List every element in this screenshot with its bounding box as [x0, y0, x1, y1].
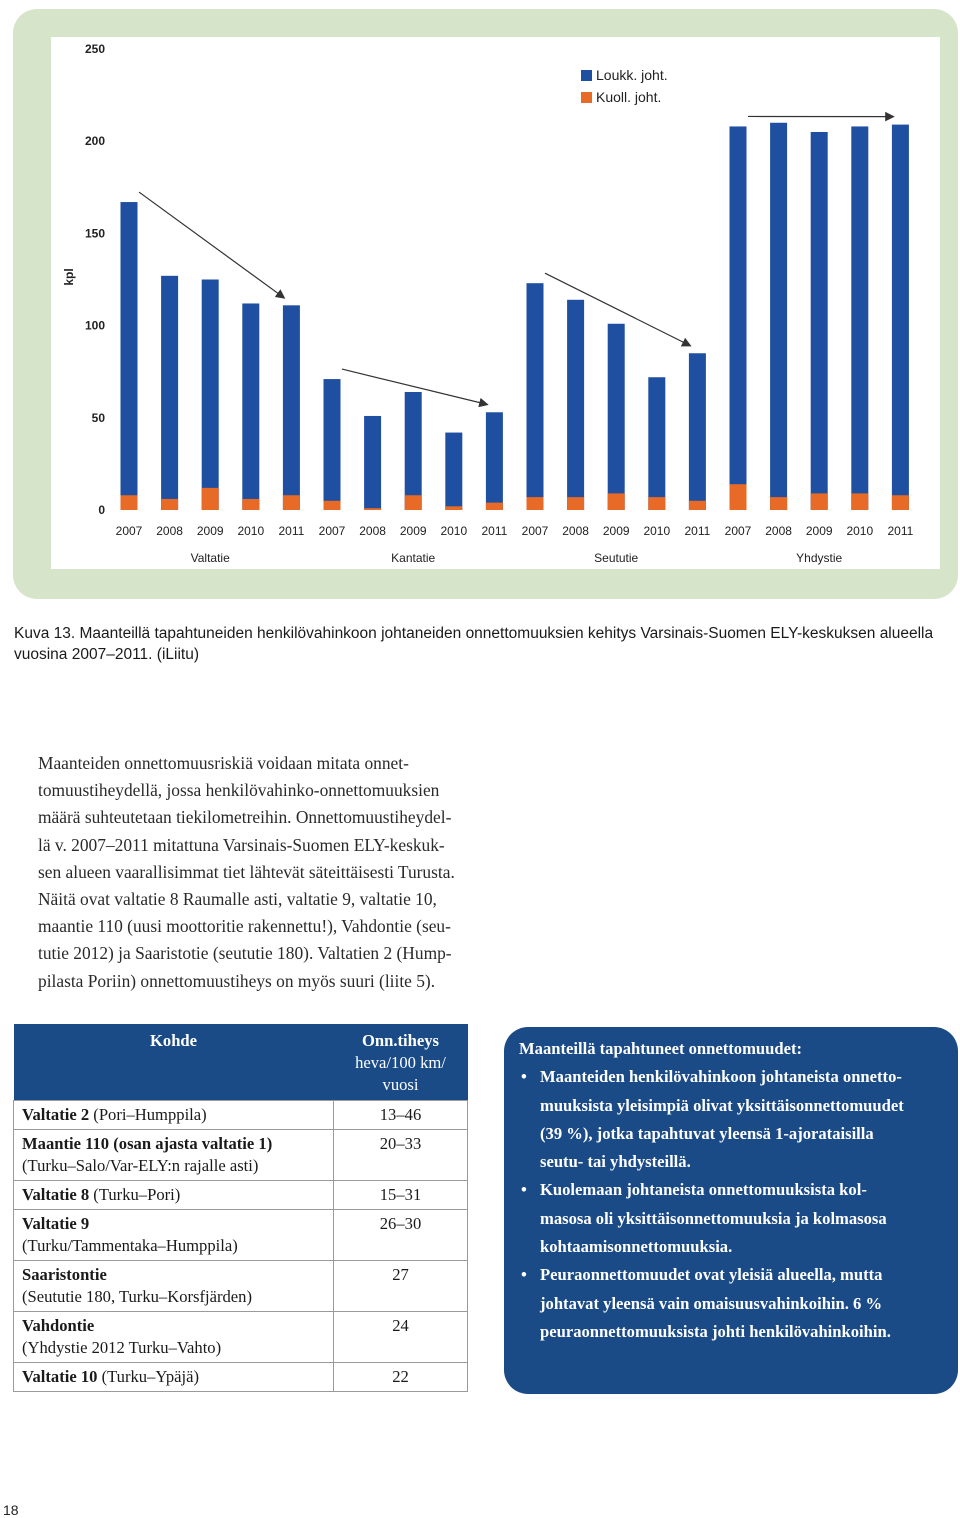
density-value: 13–46	[334, 1101, 468, 1130]
table-row	[14, 1181, 468, 1210]
bar-loukk	[324, 379, 341, 510]
page-number: 18	[3, 1502, 19, 1518]
group-label: Valtatie	[191, 551, 230, 565]
bar-loukk	[283, 305, 300, 510]
road-detail: (Turku–Salo/Var-ELY:n rajalle asti)	[22, 1156, 258, 1175]
y-axis-label: kpl	[62, 268, 76, 285]
body-line: maantie 110 (uusi moottoritie rakennettu!), Vahdontie (seu-	[38, 913, 470, 940]
legend-swatch	[581, 92, 592, 103]
legend-swatch	[581, 70, 592, 81]
bar-kuoll	[770, 497, 787, 510]
info-box-title: Maanteillä tapahtuneet onnettomuudet:	[519, 1035, 946, 1063]
bar-loukk	[202, 280, 219, 511]
road-name: Valtatie 2	[22, 1105, 89, 1124]
road-detail: (Turku/Tammentaka–Humppila)	[22, 1236, 238, 1255]
target-cell	[14, 1363, 334, 1392]
bar-loukk	[811, 132, 828, 510]
x-tick-label: 2010	[440, 524, 467, 538]
info-bullet-line: muuksista yleisimpiä olivat yksittäisonnettomuudet	[540, 1096, 904, 1115]
bar-loukk	[445, 433, 462, 510]
density-value: 27	[334, 1261, 468, 1312]
info-bullet	[519, 1261, 946, 1346]
density-value: 26–30	[334, 1210, 468, 1261]
figure-caption: Kuva 13. Maanteillä tapahtuneiden henkilövahinkoon johtaneiden onnettomuuksien kehitys Varsinais-Suomen ELY-keskuksen alueella vuosina 2007–2011. (iLiitu)	[14, 623, 949, 665]
table-row	[14, 1261, 468, 1312]
bar-kuoll	[648, 497, 665, 510]
road-name: Valtatie 8	[22, 1185, 89, 1204]
info-bullet-line: kohtaamisonnettomuuksia.	[540, 1237, 732, 1256]
x-tick-label: 2007	[522, 524, 549, 538]
bar-kuoll	[527, 497, 544, 510]
bar-loukk	[648, 377, 665, 510]
x-tick-label: 2011	[481, 524, 507, 538]
target-cell	[14, 1261, 334, 1312]
bar-loukk	[892, 125, 909, 510]
road-name: Vahdontie	[22, 1316, 94, 1335]
density-value: 20–33	[334, 1130, 468, 1181]
body-paragraph	[38, 750, 470, 995]
column-header-density	[334, 1024, 468, 1101]
body-line: lä v. 2007–2011 mitattuna Varsinais-Suomen ELY-keskuk-	[38, 832, 470, 859]
y-tick-label: 250	[85, 42, 105, 56]
bar-loukk	[242, 303, 259, 510]
bar-loukk	[567, 300, 584, 510]
bar-chart	[51, 37, 940, 569]
y-tick-label: 150	[85, 226, 105, 240]
body-line: Näitä ovat valtatie 8 Raumalle asti, valtatie 9, valtatie 10,	[38, 886, 470, 913]
density-header-title: Onn.tiheys	[362, 1031, 439, 1050]
road-detail: (Seututie 180, Turku–Korsfjärden)	[22, 1287, 252, 1306]
x-tick-label: 2011	[684, 524, 710, 538]
bar-kuoll	[121, 495, 138, 510]
bar-kuoll	[405, 495, 422, 510]
body-line: pilasta Poriin) onnettomuustiheys on myös suuri (liite 5).	[38, 968, 470, 995]
bar-loukk	[730, 126, 747, 510]
bar-kuoll	[851, 493, 868, 510]
table-row	[14, 1130, 468, 1181]
info-bullet-line: Peuraonnettomuudet ovat yleisiä alueella, mutta	[540, 1265, 882, 1284]
road-detail: (Pori–Humppila)	[93, 1105, 206, 1124]
group-label: Kantatie	[391, 551, 435, 565]
bar-kuoll	[283, 495, 300, 510]
body-line: tutie 2012) ja Saaristotie (seututie 180). Valtatien 2 (Hump-	[38, 940, 470, 967]
chart-panel	[51, 37, 940, 569]
group-label: Seututie	[594, 551, 638, 565]
road-name: Saaristontie	[22, 1265, 107, 1284]
bar-loukk	[405, 392, 422, 510]
x-tick-label: 2007	[116, 524, 143, 538]
bar-loukk	[851, 126, 868, 510]
table-row	[14, 1210, 468, 1261]
info-bullet	[519, 1176, 946, 1261]
bar-kuoll	[811, 493, 828, 510]
bar-loukk	[486, 412, 503, 510]
road-name: Maantie 110 (osan ajasta valtatie 1)	[22, 1134, 272, 1153]
bar-loukk	[608, 324, 625, 510]
road-detail: (Turku–Pori)	[93, 1185, 180, 1204]
x-tick-label: 2011	[887, 524, 913, 538]
bar-loukk	[161, 276, 178, 510]
bar-kuoll	[242, 499, 259, 510]
bar-kuoll	[202, 488, 219, 510]
body-line: sen alueen vaarallisimmat tiet lähtevät säteittäisesti Turusta.	[38, 859, 470, 886]
legend-label: Loukk. joht.	[596, 67, 668, 83]
bar-kuoll	[364, 508, 381, 510]
info-bullet	[519, 1063, 946, 1176]
bar-loukk	[364, 416, 381, 510]
bar-loukk	[770, 123, 787, 510]
x-tick-label: 2010	[237, 524, 264, 538]
bar-kuoll	[689, 501, 706, 510]
body-line: määrä suhteutetaan tiekilometreihin. Onnettomuustiheydel-	[38, 804, 470, 831]
road-detail: (Turku–Ypäjä)	[102, 1367, 199, 1386]
road-detail: (Yhdystie 2012 Turku–Vahto)	[22, 1338, 221, 1357]
column-header-target: Kohde	[14, 1024, 334, 1101]
info-box	[504, 1027, 958, 1394]
x-tick-label: 2011	[278, 524, 304, 538]
x-tick-label: 2007	[725, 524, 752, 538]
body-line: Maanteiden onnettomuusriskiä voidaan mitata onnet-	[38, 750, 470, 777]
info-bullet-line: masosa oli yksittäisonnettomuuksia ja kolmasosa	[540, 1209, 887, 1228]
bar-kuoll	[486, 503, 503, 510]
bar-loukk	[689, 353, 706, 510]
info-bullet-line: Kuolemaan johtaneista onnettomuuksista kol-	[540, 1180, 867, 1199]
body-line: tomuustiheydellä, jossa henkilövahinko-onnettomuuksien	[38, 777, 470, 804]
bar-kuoll	[445, 506, 462, 510]
info-bullet-line: seutu- tai yhdysteillä.	[540, 1152, 691, 1171]
x-tick-label: 2010	[846, 524, 873, 538]
x-tick-label: 2008	[359, 524, 386, 538]
x-tick-label: 2009	[806, 524, 833, 538]
bar-loukk	[121, 202, 138, 510]
x-tick-label: 2009	[603, 524, 630, 538]
info-box-list	[519, 1063, 946, 1346]
target-cell	[14, 1101, 334, 1130]
figure-frame	[13, 9, 958, 599]
density-value: 15–31	[334, 1181, 468, 1210]
target-cell	[14, 1312, 334, 1363]
x-tick-label: 2008	[156, 524, 183, 538]
y-tick-label: 0	[98, 503, 105, 517]
info-bullet-line: (39 %), jotka tapahtuvat yleensä 1-ajorataisilla	[540, 1124, 874, 1143]
bar-kuoll	[567, 497, 584, 510]
density-header-unit-1: heva/100 km/	[342, 1052, 460, 1074]
target-cell	[14, 1181, 334, 1210]
bar-kuoll	[892, 495, 909, 510]
bar-kuoll	[608, 493, 625, 510]
density-header-unit-2: vuosi	[342, 1074, 460, 1096]
info-bullet-line: johtavat yleensä vain omaisuusvahinkoihin. 6 %	[540, 1294, 882, 1313]
density-value: 24	[334, 1312, 468, 1363]
accident-density-table	[13, 1024, 468, 1392]
x-tick-label: 2007	[319, 524, 346, 538]
group-label: Yhdystie	[796, 551, 842, 565]
bar-loukk	[527, 283, 544, 510]
info-bullet-line: Maanteiden henkilövahinkoon johtaneista onnetto-	[540, 1067, 902, 1086]
x-tick-label: 2009	[400, 524, 427, 538]
target-cell	[14, 1210, 334, 1261]
x-tick-label: 2009	[197, 524, 224, 538]
density-value: 22	[334, 1363, 468, 1392]
y-tick-label: 50	[92, 411, 106, 425]
table-header-row	[14, 1024, 468, 1101]
info-bullet-line: peuraonnettomuuksista johti henkilövahinkoihin.	[540, 1322, 891, 1341]
bar-kuoll	[161, 499, 178, 510]
target-cell	[14, 1130, 334, 1181]
road-name: Valtatie 10	[22, 1367, 97, 1386]
bar-kuoll	[730, 484, 747, 510]
road-name: Valtatie 9	[22, 1214, 89, 1233]
table-row	[14, 1312, 468, 1363]
table-row	[14, 1363, 468, 1392]
y-tick-label: 200	[85, 134, 105, 148]
legend-label: Kuoll. joht.	[596, 89, 661, 105]
y-tick-label: 100	[85, 319, 105, 333]
x-tick-label: 2008	[765, 524, 792, 538]
x-tick-label: 2010	[643, 524, 670, 538]
x-tick-label: 2008	[562, 524, 589, 538]
bar-kuoll	[324, 501, 341, 510]
table-row	[14, 1101, 468, 1130]
